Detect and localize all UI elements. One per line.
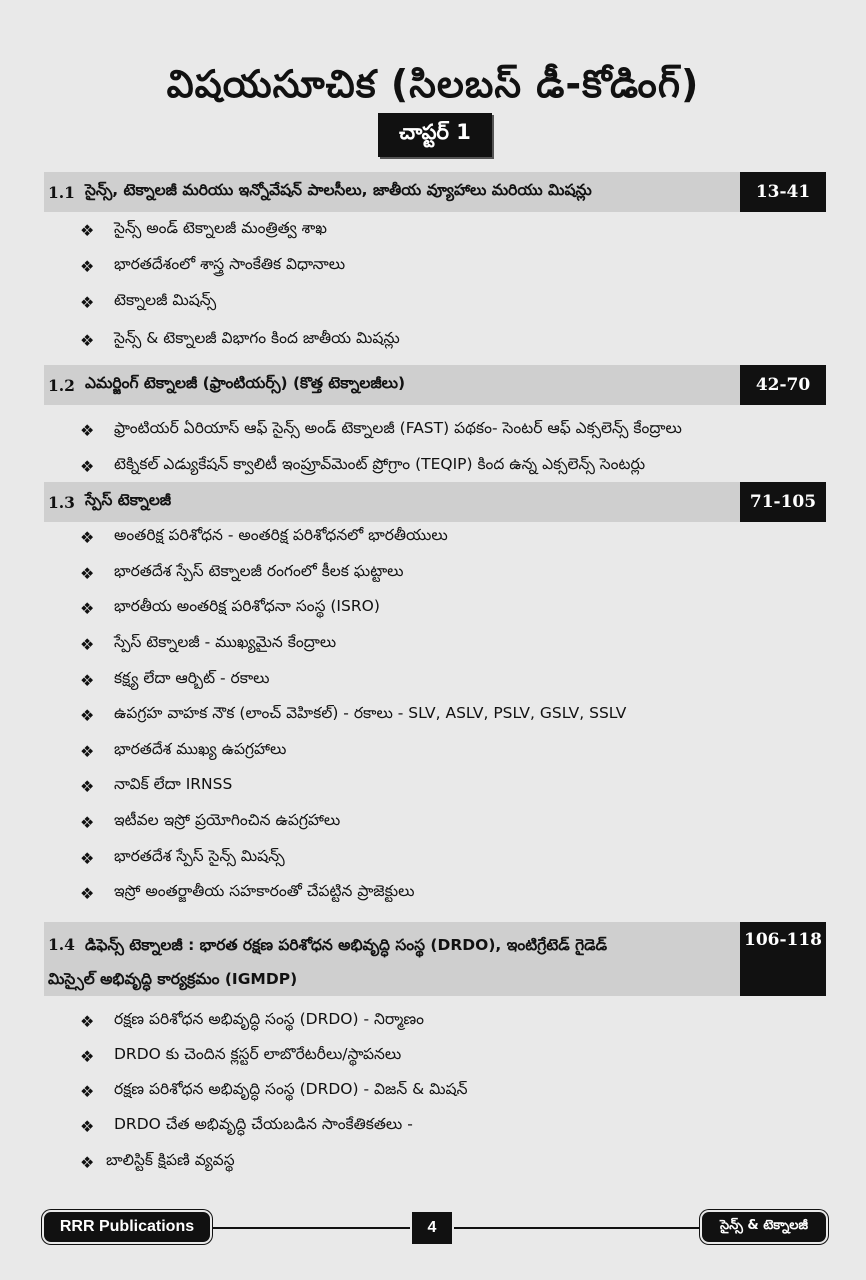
list-item [80,558,820,588]
bullet-icon: ❖ [80,256,95,276]
item-text: భారతదేశంలో శాస్త్ర సాంకేతిక విధానాలు [114,255,346,273]
list-item [80,1147,820,1177]
item-text: భారతీయ అంతరిక్ష పరిశోధనా సంస్థ (ISRO) [114,597,380,615]
item-text: ఇటీవల ఇస్రో ప్రయోగించిన ఉపగ్రహాలు [114,811,341,829]
list-item [80,878,820,908]
item-text: భారతదేశ స్పేస్ సైన్స్ మిషన్స్ [114,847,285,865]
item-text: నావిక్ లేదా IRNSS [114,775,233,793]
item-text: సైన్స్ అండ్ టెక్నాలజీ మంత్రిత్వ శాఖ [114,219,327,237]
item-text: DRDO చేత అభివృద్ధి చేయబడిన సాంకేతికతలు - [114,1115,413,1133]
item-text: ఫ్రాంటియర్ ఏరియాస్ ఆఫ్ సైన్స్ అండ్ టెక్నాలజీ (FAST) పథకం- సెంటర్ ఆఫ్ ఎక్సలెన్స్ కేంద్రాలు [114,419,682,437]
section-title: ఎమర్జింగ్ టెక్నాలజీ (ఫ్రాంటియర్స్) (కొత్త టెక్నాలజీలు) [84,374,406,392]
item-text: టెక్నాలజీ మిషన్స్ [114,291,217,309]
section-page-range: 71-105 [740,482,826,522]
list-item [80,593,820,623]
publisher-label: RRR Publications [44,1212,210,1242]
list-item [80,522,820,552]
section-heading-1-1 [44,172,740,212]
list-item [80,451,820,481]
section-title-line-2: మిస్సైల్ అభివృద్ధి కార్యక్రమం (IGMDP) [48,970,298,988]
item-text: కక్ష్య లేదా ఆర్బిట్ - రకాలు [114,669,270,687]
bullet-icon: ❖ [80,741,95,761]
bullet-icon: ❖ [80,705,95,725]
list-item [80,1006,820,1036]
bullet-icon: ❖ [80,1116,95,1136]
item-text: ఇస్రో అంతర్జాతీయ సహకారంతో చేపట్టిన ప్రాజెక్టులు [114,882,415,900]
section-title: డిఫెన్స్ టెక్నాలజీ : భారత రక్షణ పరిశోధన అభివృద్ధి సంస్థ (DRDO), ఇంటిగ్రేటెడ్ గైడెడ్ [84,936,608,954]
bullet-icon: ❖ [80,812,95,832]
bullet-icon: ❖ [80,670,95,690]
list-item [80,1076,820,1106]
section-title: స్పేస్ టెక్నాలజీ [84,491,172,509]
chapter-label: చాప్టర్ 1 [378,113,492,157]
section-heading-1-4 [44,922,740,996]
list-item [80,665,820,695]
item-text: రక్షణ పరిశోధన అభివృద్ధి సంస్థ (DRDO) - నిర్మాణం [114,1010,424,1028]
bullet-icon: ❖ [80,527,95,547]
bullet-icon: ❖ [80,1046,95,1066]
item-text: ఉపగ్రహ వాహక నౌక (లాంచ్ వెహికల్) - రకాలు - SLV, ASLV, PSLV, GSLV, SSLV [114,704,627,722]
item-text: సైన్స్ & టెక్నాలజీ విభాగం కింద జాతీయ మిషన్లు [114,329,400,347]
list-item [80,700,820,730]
list-item [80,1111,820,1141]
section-number: 1.4 [48,935,75,954]
section-page-range: 42-70 [740,365,826,405]
bullet-icon: ❖ [80,330,95,350]
bullet-icon: ❖ [80,420,95,440]
item-text: బాలిస్టిక్ క్షిపణి వ్యవస్థ [106,1151,235,1169]
bullet-icon: ❖ [80,1152,95,1172]
page-number: 4 [412,1212,452,1244]
list-item [80,807,820,837]
bullet-icon: ❖ [80,1011,95,1031]
list-item [80,287,820,317]
list-item [80,1041,820,1071]
section-number: 1.3 [48,492,75,512]
section-title-line-1 [48,928,607,962]
bullet-icon: ❖ [80,598,95,618]
section-number: 1.1 [48,182,75,202]
bullet-icon: ❖ [80,634,95,654]
section-page-range: 106-118 [740,922,826,996]
item-text: రక్షణ పరిశోధన అభివృద్ధి సంస్థ (DRDO) - విజన్ & మిషన్ [114,1080,468,1098]
bullet-icon: ❖ [80,456,95,476]
section-heading-1-3 [44,482,740,522]
item-text: అంతరిక్ష పరిశోధన - అంతరిక్ష పరిశోధనలో భారతీయులు [114,526,448,544]
section-number: 1.2 [48,375,75,395]
list-item [80,629,820,659]
bullet-icon: ❖ [80,848,95,868]
section-page-range: 13-41 [740,172,826,212]
subject-label: సైన్స్ & టెక్నాలజీ [702,1212,826,1242]
bullet-icon: ❖ [80,776,95,796]
item-text: టెక్నికల్ ఎడ్యుకేషన్ క్వాలిటీ ఇంప్రూవ్‌మెంట్ ప్రోగ్రాం (TEQIP) కింద ఉన్న ఎక్సలెన్స్ సెంటర్లు [114,455,646,473]
list-item [80,771,820,801]
list-item [80,415,820,445]
list-item [80,215,820,245]
page-title: విషయసూచిక (సిలబస్ డీ-కోడింగ్) [166,62,700,106]
bullet-icon: ❖ [80,1081,95,1101]
footer-divider-right [454,1227,700,1229]
item-text: స్పేస్ టెక్నాలజీ - ముఖ్యమైన కేంద్రాలు [114,633,337,651]
section-title: సైన్స్, టెక్నాలజీ మరియు ఇన్నోవేషన్ పాలసీలు, జాతీయ వ్యూహాలు మరియు మిషన్లు [84,181,592,199]
bullet-icon: ❖ [80,563,95,583]
item-text: భారతదేశ ముఖ్య ఉపగ్రహాలు [114,740,287,758]
list-item [80,736,820,766]
list-item [80,325,820,355]
section-heading-1-2 [44,365,740,405]
bullet-icon: ❖ [80,292,95,312]
bullet-icon: ❖ [80,220,95,240]
footer-divider-left [212,1227,410,1229]
item-text: భారతదేశ స్పేస్ టెక్నాలజీ రంగంలో కీలక ఘట్టాలు [114,562,404,580]
item-text: DRDO కు చెందిన క్లస్టర్ లాబొరేటరీలు/స్థాపనలు [114,1045,402,1063]
list-item [80,843,820,873]
bullet-icon: ❖ [80,883,95,903]
list-item [80,251,820,281]
